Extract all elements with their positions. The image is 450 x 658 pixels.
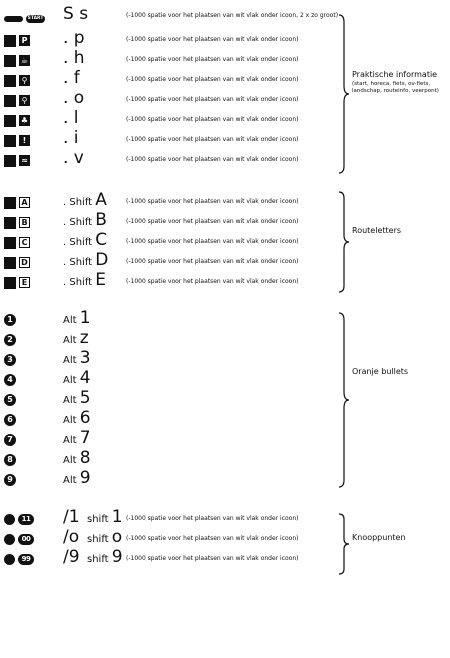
row-route-a	[0, 190, 340, 212]
black-square-icon	[4, 75, 16, 87]
row-knooppunt-3	[0, 547, 340, 569]
row-veerpont	[0, 148, 340, 170]
numbered-bullet-icon: 2	[4, 334, 16, 346]
row-note: (-1000 spatie voor het plaatsen van wit vlak onder icoon)	[126, 198, 299, 205]
key-prefix: . Shift	[63, 217, 96, 228]
key-prefix: Alt	[63, 315, 80, 326]
key-prefix: shift	[87, 514, 112, 525]
row-start	[0, 4, 340, 26]
key-text: D	[95, 250, 109, 270]
row-bullet-9	[0, 468, 340, 490]
black-square-icon	[4, 155, 16, 167]
node-number-icon: 11	[18, 514, 34, 525]
key-text: . f	[63, 68, 80, 88]
black-square-icon	[4, 197, 16, 209]
row-note: (-1000 spatie voor het plaatsen van wit vlak onder icoon)	[126, 116, 299, 123]
numbered-bullet-icon: 4	[4, 374, 16, 386]
letter-box-icon: D	[19, 257, 30, 268]
row-bullet-3	[0, 348, 340, 370]
numbered-bullet-icon: 1	[4, 314, 16, 326]
numbered-bullet-icon: 8	[4, 454, 16, 466]
row-note: (-1000 spatie voor het plaatsen van wit vlak onder icoon)	[126, 96, 299, 103]
key-text: . l	[63, 108, 79, 128]
key-text: o	[111, 527, 123, 547]
key-prefix: Alt	[63, 395, 80, 406]
key-prefix: Alt	[63, 435, 80, 446]
row-bullet-2	[0, 328, 340, 350]
row-knooppunt-1	[0, 507, 340, 529]
ferry-icon: ≈	[19, 155, 30, 166]
row-note: (-1000 spatie voor het plaatsen van wit vlak onder icoon)	[126, 56, 299, 63]
row-note: (-1000 spatie voor het plaatsen van wit vlak onder icoon)	[126, 515, 299, 522]
numbered-bullet-icon: 9	[4, 474, 16, 486]
curly-brace-icon	[338, 513, 350, 575]
row-fiets	[0, 68, 340, 90]
key-text: /1	[63, 507, 80, 527]
key-text: 7	[79, 428, 91, 448]
group-label: Routeletters	[352, 226, 402, 235]
black-square-icon	[4, 95, 16, 107]
key-text: . o	[63, 88, 85, 108]
numbered-bullet-icon: 7	[4, 434, 16, 446]
row-route-c	[0, 230, 340, 252]
row-note: (-1000 spatie voor het plaatsen van wit vlak onder icoon)	[126, 238, 299, 245]
curly-brace-icon	[338, 312, 350, 488]
row-route-b	[0, 210, 340, 232]
black-square-icon	[4, 135, 16, 147]
node-number-icon: 00	[18, 534, 34, 545]
node-number-icon: 99	[18, 554, 34, 565]
row-horeca	[0, 48, 340, 70]
row-bullet-8	[0, 448, 340, 470]
black-square-icon	[4, 55, 16, 67]
row-note: (-1000 spatie voor het plaatsen van wit vlak onder icoon)	[126, 36, 299, 43]
black-dot-icon	[4, 534, 15, 545]
letter-box-icon: A	[19, 197, 30, 208]
row-note: (-1000 spatie voor het plaatsen van wit vlak onder icoon)	[126, 535, 299, 542]
letter-box-icon: C	[19, 237, 30, 248]
numbered-bullet-icon: 6	[4, 414, 16, 426]
key-text: 4	[79, 368, 91, 388]
horeca-icon: ☕	[20, 56, 29, 65]
row-routeinfo	[0, 128, 340, 150]
key-prefix: Alt	[63, 375, 80, 386]
key-text: . i	[63, 128, 79, 148]
key-text: 9	[111, 547, 123, 567]
row-note: (-1000 spatie voor het plaatsen van wit vlak onder icoon)	[126, 278, 299, 285]
key-prefix: Alt	[63, 355, 80, 366]
key-prefix: Alt	[63, 415, 80, 426]
black-square-icon	[4, 217, 16, 229]
row-knooppunt-2	[0, 527, 340, 549]
row-bullet-7	[0, 428, 340, 450]
row-note: (-1000 spatie voor het plaatsen van wit vlak onder icoon)	[126, 258, 299, 265]
key-text: C	[95, 230, 108, 250]
key-prefix: . Shift	[63, 277, 96, 288]
key-prefix: . Shift	[63, 237, 96, 248]
group-label: Knooppunten	[352, 533, 406, 542]
key-text: 9	[79, 468, 91, 488]
black-square-icon	[4, 257, 16, 269]
row-ov-fiets	[0, 88, 340, 110]
numbered-bullet-icon: 3	[4, 354, 16, 366]
key-prefix: Alt	[63, 335, 80, 346]
key-prefix: Alt	[63, 475, 80, 486]
key-prefix: . Shift	[63, 197, 96, 208]
key-text: z	[79, 328, 89, 348]
black-square-icon	[4, 237, 16, 249]
landscape-icon: ♣	[20, 116, 29, 125]
key-text: 8	[79, 448, 91, 468]
row-note: (-1000 spatie voor het plaatsen van wit vlak onder icoon)	[126, 76, 299, 83]
key-prefix: shift	[87, 554, 112, 565]
black-dot-icon	[4, 514, 15, 525]
letter-box-icon: B	[19, 217, 30, 228]
row-bullet-5	[0, 388, 340, 410]
row-bullet-1	[0, 308, 340, 330]
key-text: 3	[79, 348, 91, 368]
group-sublabel: (start, horeca, fiets, ov-fiets, landschap, routeinfo, veerpont)	[352, 81, 439, 94]
row-route-e	[0, 270, 340, 292]
row-note: (-1000 spatie voor het plaatsen van wit vlak onder icoon)	[126, 136, 299, 143]
key-text: . h	[63, 48, 85, 68]
key-text: . v	[63, 148, 84, 168]
key-text: 5	[79, 388, 91, 408]
row-bullet-4	[0, 368, 340, 390]
row-note: (-1000 spatie voor het plaatsen van wit vlak onder icoon)	[126, 218, 299, 225]
black-square-icon	[4, 115, 16, 127]
numbered-bullet-icon: 5	[4, 394, 16, 406]
curly-brace-icon	[338, 191, 350, 293]
row-bullet-6	[0, 408, 340, 430]
key-text: B	[95, 210, 107, 230]
black-square-icon	[4, 35, 16, 47]
start-badge: START	[27, 16, 44, 21]
key-prefix: Alt	[63, 455, 80, 466]
black-dot-icon	[4, 554, 15, 565]
key-text: . p	[63, 28, 85, 48]
key-text: 1	[111, 507, 123, 527]
key-text: E	[95, 270, 107, 290]
key-text: S s	[63, 4, 89, 24]
black-square-icon	[4, 277, 16, 289]
parking-icon: P	[19, 35, 30, 46]
key-text: A	[95, 190, 107, 210]
curly-brace-icon	[338, 14, 350, 174]
row-note: (-1000 spatie voor het plaatsen van wit vlak onder icoon, 2 x zo groot)	[126, 12, 339, 19]
route-info-icon: !	[19, 135, 30, 146]
start-pill-icon	[4, 16, 23, 22]
key-prefix: . Shift	[63, 257, 96, 268]
row-note: (-1000 spatie voor het plaatsen van wit vlak onder icoon)	[126, 555, 299, 562]
key-text: /o	[63, 527, 80, 547]
group-label: Praktische informatie	[352, 70, 438, 79]
group-label: Oranje bullets	[352, 367, 409, 376]
row-parking	[0, 28, 340, 50]
key-text: /9	[63, 547, 80, 567]
ov-bicycle-icon: ⚲	[19, 95, 30, 106]
key-text: 1	[79, 308, 91, 328]
letter-box-icon: E	[19, 277, 30, 288]
row-landschap	[0, 108, 340, 130]
bicycle-icon: ⚲	[19, 75, 30, 86]
row-note: (-1000 spatie voor het plaatsen van wit vlak onder icoon)	[126, 156, 299, 163]
row-route-d	[0, 250, 340, 272]
key-text: 6	[79, 408, 91, 428]
key-prefix: shift	[87, 534, 112, 545]
